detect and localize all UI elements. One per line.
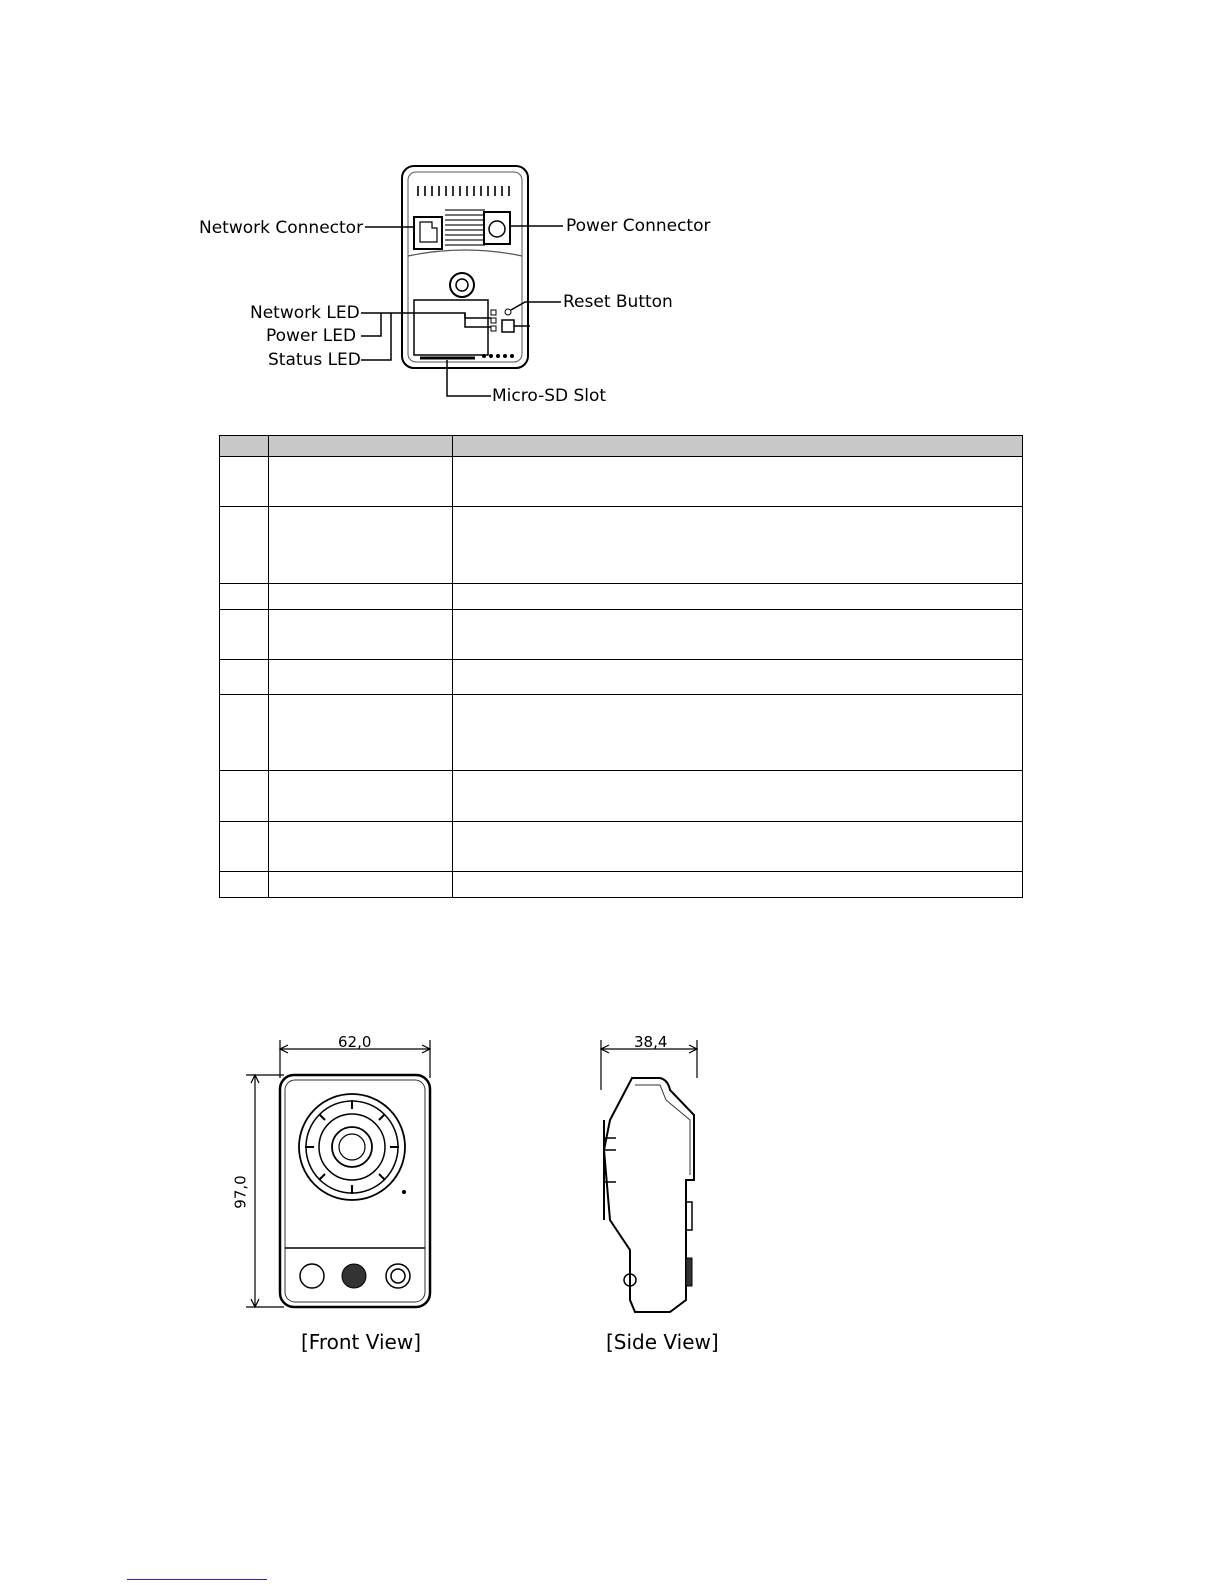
row-no (220, 507, 269, 583)
row-desc (453, 659, 1023, 694)
side-view-figure (590, 1030, 710, 1320)
front-width-dimension: 62,0 (338, 1033, 372, 1051)
row-no (220, 771, 269, 821)
rear-view-figure (195, 160, 715, 412)
footer-link-underline (127, 1579, 267, 1580)
row-desc (453, 457, 1023, 507)
table-row (220, 609, 1023, 659)
front-height-dimension: 97,0 (231, 1175, 250, 1209)
row-no (220, 609, 269, 659)
row-item (269, 771, 453, 821)
table-row (220, 771, 1023, 821)
power-led-label: Power LED (266, 326, 357, 346)
side-view-drawing (590, 1030, 710, 1320)
front-view-figure (228, 1030, 448, 1320)
row-no (220, 871, 269, 897)
row-no (220, 695, 269, 771)
table-row (220, 871, 1023, 897)
row-desc (453, 871, 1023, 897)
side-depth-dimension: 38,4 (634, 1033, 668, 1051)
table-row (220, 507, 1023, 583)
row-item (269, 609, 453, 659)
row-item (269, 659, 453, 694)
row-desc (453, 695, 1023, 771)
row-no (220, 583, 269, 609)
table-row (220, 659, 1023, 694)
reset-button-label: Reset Button (563, 292, 673, 312)
row-desc (453, 583, 1023, 609)
side-view-caption: [Side View] (606, 1330, 719, 1354)
row-no (220, 659, 269, 694)
row-desc (453, 771, 1023, 821)
power-connector-label: Power Connector (566, 216, 711, 236)
table-row (220, 821, 1023, 871)
rear-view-drawing (195, 160, 715, 412)
table-row (220, 695, 1023, 771)
header-no (220, 436, 269, 457)
table-header-row (220, 436, 1023, 457)
network-led-label: Network LED (250, 303, 360, 323)
row-desc (453, 821, 1023, 871)
row-item (269, 871, 453, 897)
micro-sd-slot-label: Micro-SD Slot (492, 386, 607, 406)
row-item (269, 821, 453, 871)
row-item (269, 507, 453, 583)
header-item (269, 436, 453, 457)
front-view-drawing (228, 1030, 448, 1320)
header-description (453, 436, 1023, 457)
spec-table (219, 435, 1023, 898)
row-no (220, 457, 269, 507)
row-item (269, 695, 453, 771)
network-connector-label: Network Connector (199, 218, 364, 238)
row-no (220, 821, 269, 871)
row-desc (453, 609, 1023, 659)
front-view-caption: [Front View] (301, 1330, 422, 1354)
table-row (220, 583, 1023, 609)
row-item (269, 583, 453, 609)
table-row (220, 457, 1023, 507)
row-item (269, 457, 453, 507)
status-led-label: Status LED (268, 350, 361, 370)
row-desc (453, 507, 1023, 583)
